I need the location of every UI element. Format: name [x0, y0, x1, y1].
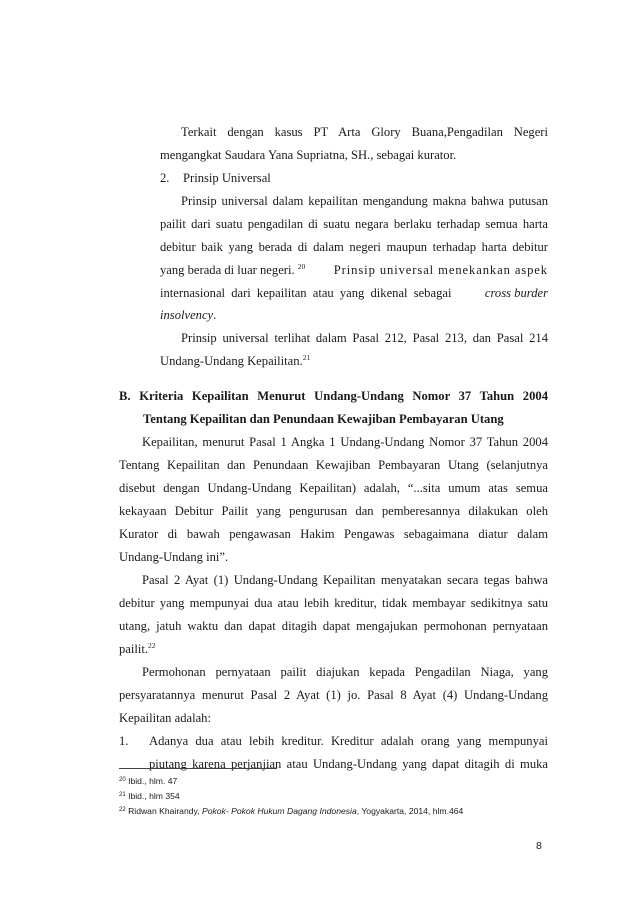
italic-term: insolvency: [160, 308, 214, 322]
list-number: 2.: [160, 171, 170, 185]
footnote-author: Ridwan Khairandy,: [128, 806, 202, 816]
footnote: [119, 791, 180, 802]
body-line: [160, 307, 216, 323]
footnote-ref: 22: [148, 641, 156, 650]
body-line: Terkait dengan kasus PT Arta Glory Buana,Pengadilan Negeri: [181, 125, 548, 139]
footnote-ref: 21: [302, 353, 311, 362]
list-item-text: Adanya dua atau lebih kreditur. Kreditur adalah orang yang mempunyai: [149, 734, 548, 748]
body-line: [160, 285, 548, 301]
italic-term: cross burder: [484, 286, 548, 300]
body-line: persyaratannya menurut Pasal 2 Ayat (1) jo. Pasal 8 Ayat (4) Undang-Undang: [119, 688, 548, 702]
body-line: pailit dari suatu pengadilan di suatu negara berlaku terhadap semua harta: [160, 217, 548, 231]
body-line: Prinsip universal terlihat dalam Pasal 212, Pasal 213, dan Pasal 214: [181, 331, 548, 345]
body-line: utang, jatuh waktu dan dapat ditagih dapat mengajukan permohonan pernyataan: [119, 619, 548, 633]
body-line: Prinsip universal dalam kepailitan mengandung makna bahwa putusan: [181, 194, 548, 208]
footnote-mark: 20: [119, 777, 126, 783]
footnote-text: Ibid., hlm 354: [128, 791, 180, 801]
text: Undang-Undang Kepailitan.: [160, 354, 303, 368]
footnote-text: Ibid., hlm. 47: [128, 776, 178, 786]
section-heading: B. Kriteria Kepailitan Menurut Undang-Undang Nomor 37 Tahun 2004: [119, 389, 548, 403]
list-number: 1.: [119, 734, 129, 748]
text: .: [213, 308, 217, 322]
body-line: debitur yang mempunyai dua atau lebih kreditur, tidak membayar sedikitnya satu: [119, 596, 548, 610]
body-line: [119, 641, 156, 657]
body-line: Pasal 2 Ayat (1) Undang-Undang Kepailitan menyatakan secara tegas bahwa: [142, 573, 548, 587]
subsection-title: Prinsip Universal: [183, 171, 271, 185]
body-line: Kepailitan adalah:: [119, 711, 211, 725]
footnote-rest: , Yogyakarta, 2014, hlm.464: [356, 806, 464, 816]
body-line: Permohonan pernyataan pailit diajukan kepada Pengadilan Niaga, yang: [142, 665, 548, 679]
page-number: 8: [536, 840, 542, 852]
text-segment: Prinsip universal menekankan aspek: [333, 263, 548, 277]
body-line: Kepailitan, menurut Pasal 1 Angka 1 Undang-Undang Nomor 37 Tahun 2004: [142, 435, 548, 449]
text-segment: internasional dari kepailitan atau yang dikenal sebagai: [160, 286, 452, 300]
body-line: kekayaan Debitur Pailit yang pengurusan dan pemberesannya dilakukan oleh: [119, 504, 548, 518]
list-item-text: piutang karena perjanjian atau Undang-Undang yang dapat ditagih di muka: [149, 757, 548, 771]
text: yang berada di luar negeri.: [160, 263, 295, 277]
footnote-title: Pokok- Pokok Hukum Dagang Indonesia: [201, 806, 357, 816]
footnote: [119, 776, 177, 787]
section-heading-cont: Tentang Kepailitan dan Penundaan Kewajiban Pembayaran Utang: [143, 412, 504, 426]
text-segment: [160, 262, 305, 278]
footnote-ref: 20: [297, 262, 306, 271]
body-line: debitur baik yang berada di dalam negeri maupun terhadap harta debitur: [160, 240, 548, 254]
body-line: Kurator di bawah pengawasan Hakim Pengawas sebagaimana diatur dalam: [119, 527, 548, 541]
body-line: [160, 262, 548, 278]
footnote: [119, 806, 463, 817]
body-line: disebut dengan Undang-Undang Kepailitan) adalah, “...sita umum atas semua: [119, 481, 548, 495]
footnote-mark: 22: [119, 807, 126, 813]
footnote-mark: 21: [119, 792, 126, 798]
body-line: [160, 353, 310, 369]
footnote-separator: [119, 768, 277, 769]
body-line: mengangkat Saudara Yana Supriatna, SH., sebagai kurator.: [160, 148, 457, 162]
body-line: Undang-Undang ini”.: [119, 550, 229, 564]
body-line: Tentang Kepailitan dan Penundaan Kewajiban Pembayaran Utang (selanjutnya: [119, 458, 548, 472]
text: pailit.: [119, 642, 149, 656]
